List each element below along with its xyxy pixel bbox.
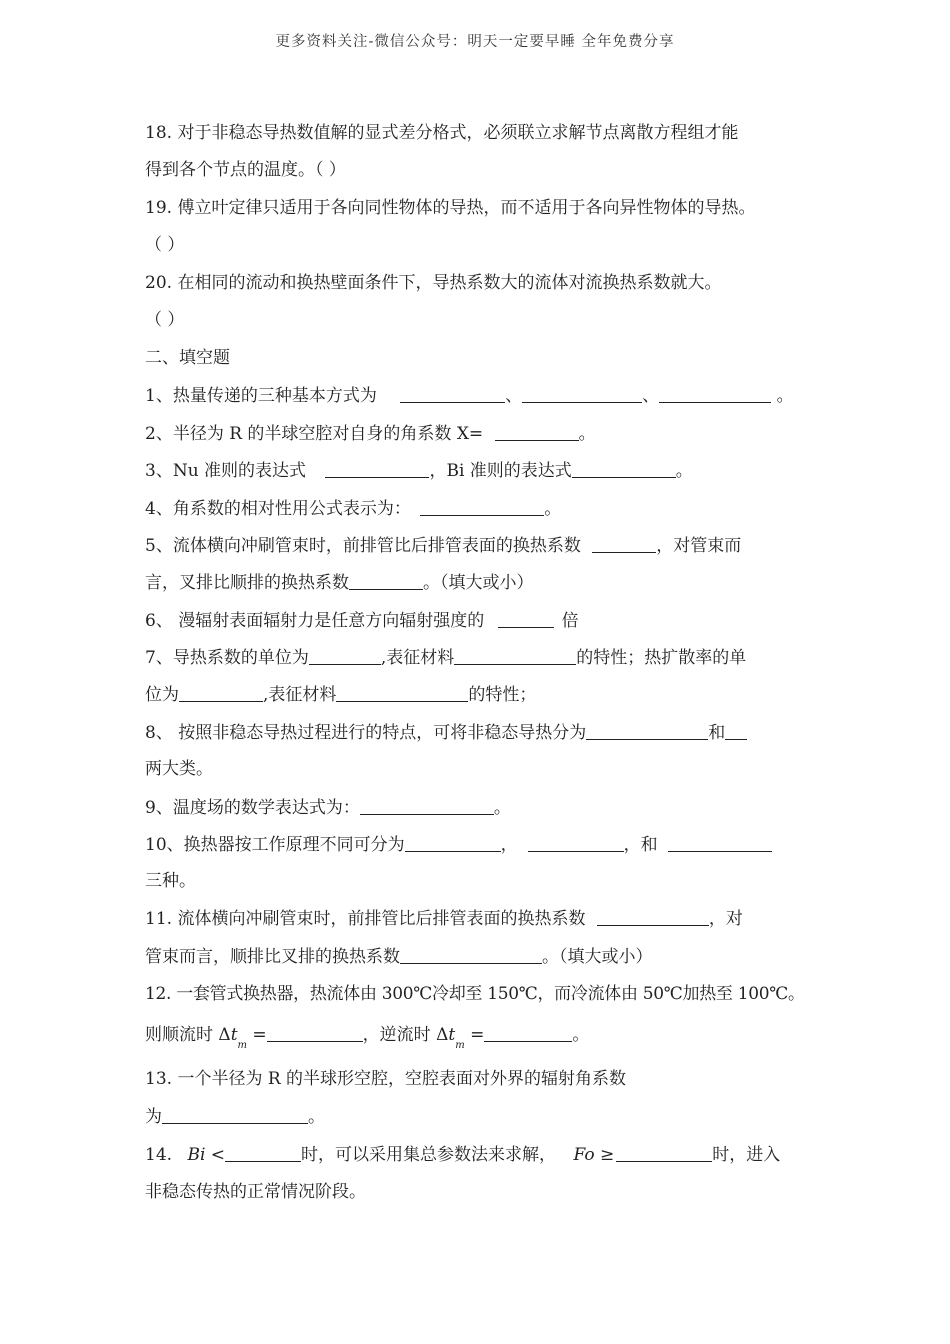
fill-5-text-a: 5、流体横向冲刷管束时，前排管比后排管表面的换热系数	[145, 536, 581, 556]
section-title: 二、填空题	[145, 348, 230, 368]
fill-1-sep-1: 、	[505, 386, 523, 406]
q19-line2: （ ）	[145, 235, 185, 255]
fill-14-ge: ≥	[594, 1145, 615, 1165]
fill-9	[145, 796, 511, 819]
q18-line2: 得到各个节点的温度。（ ）	[145, 160, 346, 180]
fill-7-blank-3[interactable]	[179, 683, 263, 702]
fill-7-text-e: ,表征材料	[263, 685, 337, 705]
fill-3-blank-1[interactable]	[325, 459, 429, 478]
fill-4-end: 。	[544, 499, 562, 519]
fill-2	[145, 422, 596, 445]
fill-7-text-d: 位为	[145, 685, 179, 705]
fill-9-blank[interactable]	[360, 796, 494, 815]
fill-11-text-a: 11. 流体横向冲刷管束时，前排管比后排管表面的换热系数	[145, 909, 586, 929]
fill-14-line1	[145, 1143, 780, 1166]
fill-5-blank-1[interactable]	[592, 534, 656, 553]
fill-3-text-b: ，Bi 准则的表达式	[429, 461, 572, 481]
fill-3	[145, 459, 693, 482]
fill-7-text-c: 的特性；热扩散率的单	[576, 648, 747, 668]
fill-14-lt: <	[205, 1145, 226, 1165]
fill-1-end: 。	[776, 386, 794, 406]
fill-13-line2	[145, 1105, 325, 1128]
fill-7-text-b: ,表征材料	[380, 648, 455, 668]
fill-5-line2	[145, 571, 534, 594]
fill-7-blank-2[interactable]	[454, 646, 576, 665]
fill-7-line1	[145, 646, 746, 669]
fill-3-blank-2[interactable]	[572, 459, 676, 478]
fill-12-blank-2[interactable]	[484, 1023, 572, 1042]
q19-line1: 19. 傅立叶定律只适用于各向同性物体的导热，而不适用于各向异性物体的导热。	[145, 198, 756, 218]
fill-8-line2: 两大类。	[145, 759, 213, 779]
fill-11-text-c: 管束而言，顺排比叉排的换热系数	[145, 947, 400, 967]
fill-13-blank[interactable]	[162, 1105, 308, 1124]
fill-4-text: 4、角系数的相对性用公式表示为：	[145, 499, 411, 519]
fill-2-blank[interactable]	[495, 422, 579, 441]
fill-13-text-b: 为	[145, 1107, 162, 1127]
fill-11-text-b: ，对	[708, 909, 743, 929]
fill-8-blank-1[interactable]	[586, 721, 708, 740]
fill-8-text-a: 8、 按照非稳态导热过程进行的特点，可将非稳态导热分为	[145, 723, 587, 743]
fill-8-line1	[145, 721, 747, 744]
fill-7-line2	[145, 683, 536, 706]
fill-14-fo: Fo	[573, 1145, 595, 1165]
fill-14-text-b: 时，可以采用集总参数法来求解，	[301, 1145, 557, 1165]
fill-3-text: 3、Nu 准则的表达式	[145, 461, 307, 481]
fill-10-line2: 三种。	[145, 871, 196, 891]
fill-8-blank-2[interactable]	[725, 721, 747, 740]
fill-14-num: 14.	[145, 1145, 173, 1165]
fill-12-blank-1[interactable]	[267, 1023, 363, 1042]
fill-1-blank-3[interactable]	[659, 384, 771, 403]
fill-5-line1	[145, 534, 741, 557]
fill-12-eq-1: =	[247, 1025, 267, 1045]
fill-11-blank-2[interactable]	[400, 945, 542, 964]
fill-1	[145, 384, 794, 407]
fill-2-end: 。	[578, 424, 596, 444]
fill-12-m-2: m	[455, 1040, 465, 1051]
fill-11-line2	[145, 945, 653, 968]
fill-12-text-c: ，逆流时 Δ	[362, 1025, 449, 1045]
fill-8-text-b: 和	[708, 723, 726, 743]
fill-14-blank-1[interactable]	[225, 1143, 301, 1162]
fill-6	[145, 609, 579, 632]
fill-10-blank-1[interactable]	[405, 833, 501, 852]
fill-12-line1: 12. 一套管式换热器，热流体由 300℃冷却至 150℃，而冷流体由 50℃加热至 100℃。	[145, 984, 805, 1004]
fill-7-text-a: 7、导热系数的单位为	[145, 648, 309, 668]
fill-10-blank-2[interactable]	[528, 833, 624, 852]
fill-1-text: 1、热量传递的三种基本方式为	[145, 386, 377, 406]
fill-7-blank-1[interactable]	[309, 646, 381, 665]
fill-12-line2	[145, 1023, 589, 1049]
fill-2-text: 2、半径为 R 的半球空腔对自身的角系数 X=	[145, 424, 484, 444]
fill-14-text-c: 时，进入	[712, 1145, 781, 1165]
fill-6-text-a: 6、 漫辐射表面辐射力是任意方向辐射强度的	[145, 611, 485, 631]
fill-12-end: 。	[572, 1025, 590, 1045]
fill-10-text-b: ，	[500, 835, 518, 855]
fill-4-blank[interactable]	[420, 497, 544, 516]
fill-5-text-c: 言，叉排比顺排的换热系数	[145, 573, 349, 593]
page-header: 更多资料关注-微信公众号：明天一定要早睡 全年免费分享	[275, 34, 675, 50]
q18-line1: 18. 对于非稳态导热数值解的显式差分格式，必须联立求解节点离散方程组才能	[145, 123, 739, 143]
fill-4	[145, 497, 561, 520]
fill-14-line2: 非稳态传热的正常情况阶段。	[145, 1182, 366, 1202]
fill-1-sep-2: 、	[642, 386, 660, 406]
q20-line2: （ ）	[145, 310, 185, 330]
fill-9-end: 。	[493, 798, 511, 818]
fill-5-text-d: 。（填大或小）	[423, 573, 534, 593]
fill-5-text-b: ，对管束而	[656, 536, 742, 556]
fill-12-eq-2: =	[464, 1025, 485, 1045]
fill-10-line1	[145, 833, 772, 856]
fill-12-text-b: 则顺流时 Δ	[145, 1025, 231, 1045]
fill-6-text-b: 倍	[561, 611, 579, 631]
fill-11-line1	[145, 907, 743, 930]
q20-line1: 20. 在相同的流动和换热壁面条件下，导热系数大的流体对流换热系数就大。	[145, 273, 722, 293]
fill-13-line1: 13. 一个半径为 R 的半球形空腔，空腔表面对外界的辐射角系数	[145, 1069, 627, 1089]
fill-12-m-1: m	[237, 1040, 248, 1051]
fill-12-t-1: t	[230, 1025, 238, 1045]
fill-7-text-f: 的特性；	[468, 685, 537, 705]
fill-13-end: 。	[308, 1107, 325, 1127]
fill-5-blank-2[interactable]	[349, 571, 423, 590]
fill-10-blank-3[interactable]	[668, 833, 772, 852]
fill-12-t-2: t	[448, 1025, 456, 1045]
fill-7-blank-4[interactable]	[336, 683, 468, 702]
fill-9-text: 9、温度场的数学表达式为：	[145, 798, 360, 818]
fill-14-bi: Bi	[187, 1145, 206, 1165]
fill-3-end: 。	[675, 461, 693, 481]
fill-10-text-a: 10、换热器按工作原理不同可分为	[145, 835, 405, 855]
fill-11-blank-1[interactable]	[597, 907, 709, 926]
fill-14-blank-2[interactable]	[616, 1143, 712, 1162]
fill-6-blank[interactable]	[498, 609, 554, 628]
fill-11-text-d: 。（填大或小）	[542, 947, 653, 967]
fill-1-blank-2[interactable]	[522, 384, 642, 403]
fill-1-blank-1[interactable]	[400, 384, 505, 403]
fill-10-text-c: ，和	[623, 835, 658, 855]
